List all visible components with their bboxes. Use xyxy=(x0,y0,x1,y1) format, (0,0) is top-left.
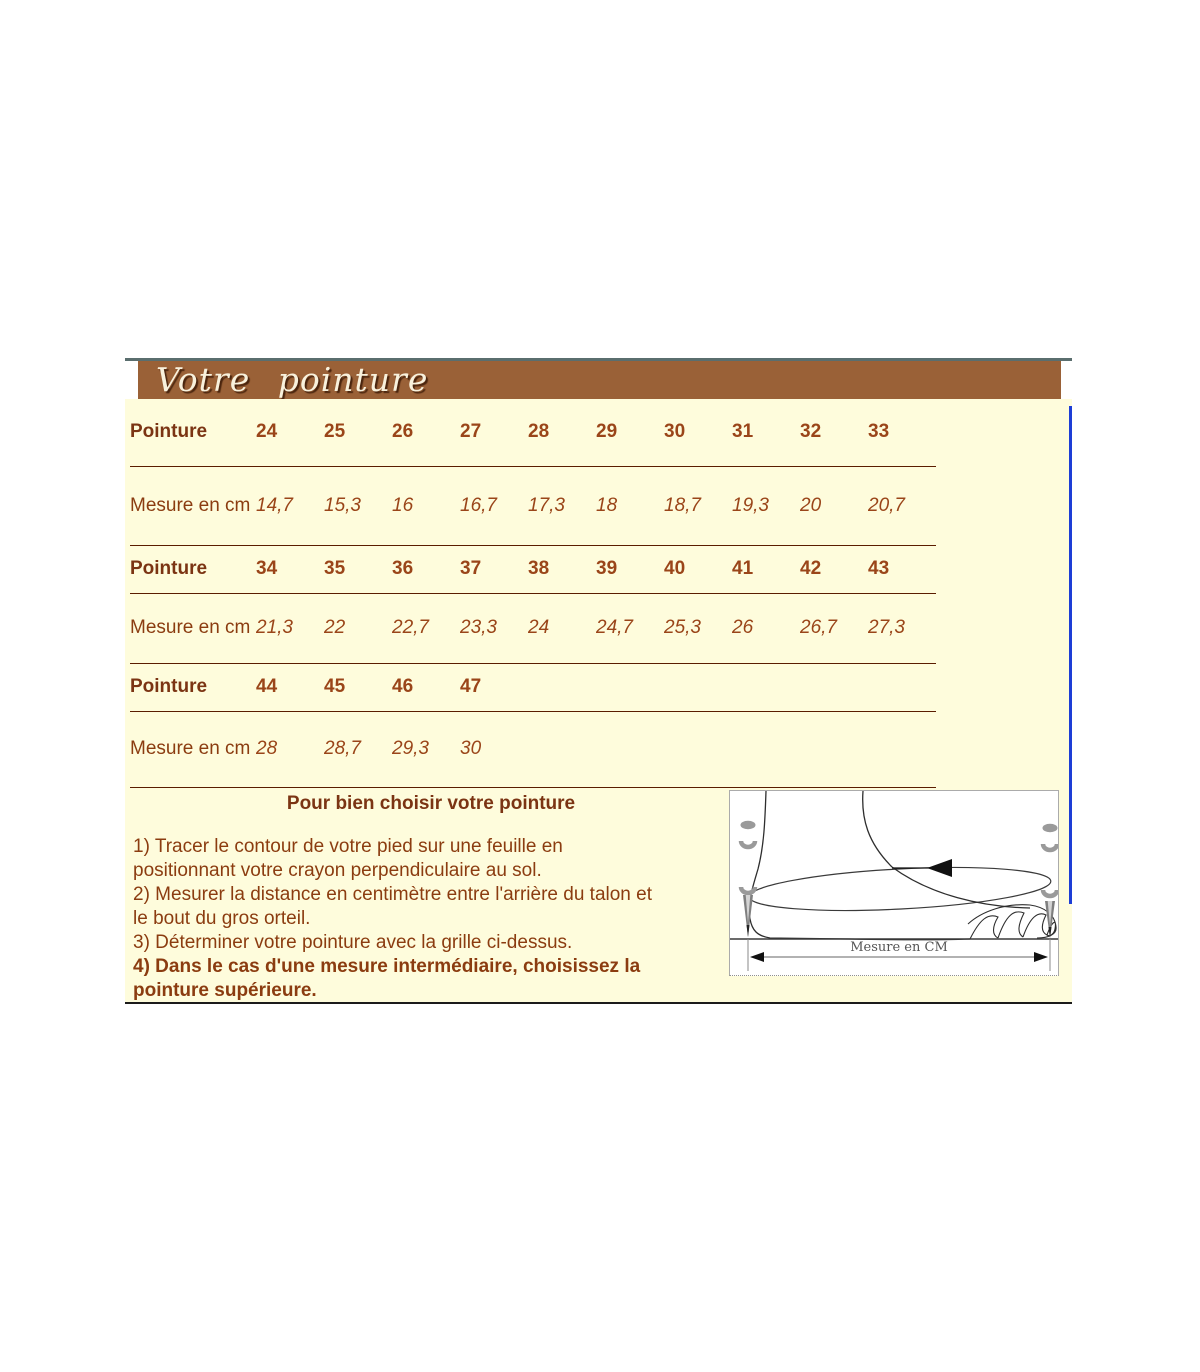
measure-cell xyxy=(800,711,868,787)
size-cell: 45 xyxy=(324,676,346,697)
measure-cell xyxy=(528,711,596,787)
dimension-arrowhead-left xyxy=(750,952,764,962)
measuring-loop xyxy=(748,861,1052,917)
right-pencil-crescent-2 xyxy=(1043,890,1057,896)
size-cell xyxy=(528,663,596,711)
measure-cell: 20,7 xyxy=(868,494,905,516)
size-cell: 37 xyxy=(460,558,482,579)
right-pencil-mark xyxy=(1043,823,1058,831)
measure-cell xyxy=(664,711,732,787)
measure-cell: 28,7 xyxy=(324,738,361,759)
measure-cell xyxy=(868,711,936,787)
guide-steps xyxy=(133,835,729,1002)
guide-step-line: 1) Tracer le contour de votre pied sur une feuille en xyxy=(133,835,563,857)
left-pencil-mark xyxy=(741,820,756,828)
measure-cell xyxy=(732,711,800,787)
measure-cell: 18 xyxy=(596,494,618,516)
guide-step xyxy=(133,835,729,883)
size-cell: 32 xyxy=(800,421,822,443)
size-cell: 24 xyxy=(256,421,278,443)
size-cell: 34 xyxy=(256,558,278,579)
measure-cell: 28 xyxy=(256,738,278,759)
page-content xyxy=(125,358,1072,1004)
measure-cell: 26 xyxy=(732,617,754,638)
size-table xyxy=(130,399,936,788)
foot-outline-front xyxy=(863,791,892,867)
guide-step xyxy=(133,955,729,1002)
row-label: Mesure en cm xyxy=(130,494,251,516)
size-cell: 47 xyxy=(460,676,482,697)
row-label: Mesure en cm xyxy=(130,738,251,759)
size-cell: 43 xyxy=(868,558,890,579)
size-cell: 31 xyxy=(732,421,754,443)
measure-cell: 19,3 xyxy=(732,494,769,516)
measure-cell: 22,7 xyxy=(392,617,429,638)
size-cell: 41 xyxy=(732,558,754,579)
size-cell xyxy=(800,663,868,711)
measure-cell: 17,3 xyxy=(528,494,565,516)
row-label: Mesure en cm xyxy=(130,617,251,638)
right-pencil-crescent xyxy=(1043,844,1057,850)
size-cell: 26 xyxy=(392,421,414,443)
left-pencil-crescent xyxy=(741,841,755,847)
guide-step-line: le bout du gros orteil. xyxy=(133,907,311,929)
guide-section xyxy=(125,788,1072,1002)
dimension-arrowhead-right xyxy=(1034,952,1048,962)
size-cell: 39 xyxy=(596,558,618,579)
guide-step-line: pointure supérieure. xyxy=(133,979,317,1001)
loop-arrowhead xyxy=(927,859,952,877)
size-table-body xyxy=(130,399,936,787)
size-cell: 38 xyxy=(528,558,550,579)
measure-row xyxy=(130,593,936,663)
measure-cell xyxy=(596,711,664,787)
measure-cell: 29,3 xyxy=(392,738,429,759)
measure-cell: 20 xyxy=(800,494,822,516)
measure-cell: 23,3 xyxy=(460,617,497,638)
measure-row xyxy=(130,711,936,787)
size-cell: 42 xyxy=(800,558,822,579)
measure-cell: 25,3 xyxy=(664,617,701,638)
measure-cell: 21,3 xyxy=(256,617,293,638)
size-cell: 36 xyxy=(392,558,414,579)
foot-measurement-diagram xyxy=(729,790,1059,976)
size-cell: 46 xyxy=(392,676,414,697)
measure-cell: 18,7 xyxy=(664,494,701,516)
size-cell: 40 xyxy=(664,558,686,579)
guide-step-line: 2) Mesurer la distance en centimètre entre l'arrière du talon et xyxy=(133,883,652,905)
measure-cell: 26,7 xyxy=(800,617,837,638)
measure-cell: 14,7 xyxy=(256,494,293,516)
row-label: Pointure xyxy=(130,421,208,443)
measure-cell: 24 xyxy=(528,617,550,638)
size-cell: 27 xyxy=(460,421,482,443)
size-cell: 30 xyxy=(664,421,686,443)
measure-cell: 30 xyxy=(460,738,482,759)
measure-cell: 27,3 xyxy=(868,617,905,638)
size-cell: 44 xyxy=(256,676,278,697)
guide-step xyxy=(133,931,729,955)
size-cell: 28 xyxy=(528,421,550,443)
measure-row xyxy=(130,466,936,545)
size-row xyxy=(130,399,936,466)
size-cell: 25 xyxy=(324,421,346,443)
measure-cell: 24,7 xyxy=(596,617,633,638)
measure-cell: 16,7 xyxy=(460,494,497,516)
guide-heading: Pour bien choisir votre pointure xyxy=(286,792,576,814)
guide-step xyxy=(133,883,729,931)
size-cell xyxy=(732,663,800,711)
row-label: Pointure xyxy=(130,676,208,697)
measure-cell: 16 xyxy=(392,494,414,516)
left-pencil-crescent-2 xyxy=(741,887,755,893)
dimension-caption: Mesure en CM xyxy=(850,939,948,955)
size-cell: 35 xyxy=(324,558,346,579)
foot-illustration-svg xyxy=(730,791,1058,975)
sizing-panel xyxy=(125,399,1072,1002)
measure-cell: 22 xyxy=(324,617,346,638)
page-title: Votre pointure xyxy=(138,361,1061,399)
instep-line xyxy=(892,867,1030,908)
guide-text xyxy=(133,788,729,1002)
size-row xyxy=(130,663,936,711)
guide-step-line: positionnant votre crayon perpendiculaire au sol. xyxy=(133,859,542,881)
toes-outline xyxy=(968,904,1056,938)
left-pencil-tip xyxy=(747,925,750,937)
size-cell xyxy=(596,663,664,711)
measure-cell: 15,3 xyxy=(324,494,361,516)
size-cell: 33 xyxy=(868,421,890,443)
guide-step-line: 4) Dans le cas d'une mesure intermédiaire, choisissez la xyxy=(133,955,641,977)
row-label: Pointure xyxy=(130,558,208,579)
size-row xyxy=(130,545,936,593)
guide-step-line: 3) Déterminer votre pointure avec la grille ci-dessus. xyxy=(133,931,573,953)
size-cell xyxy=(868,663,936,711)
bottom-border-line xyxy=(125,1002,1072,1004)
size-cell xyxy=(664,663,732,711)
size-cell: 29 xyxy=(596,421,618,443)
banner-row xyxy=(125,361,1072,399)
